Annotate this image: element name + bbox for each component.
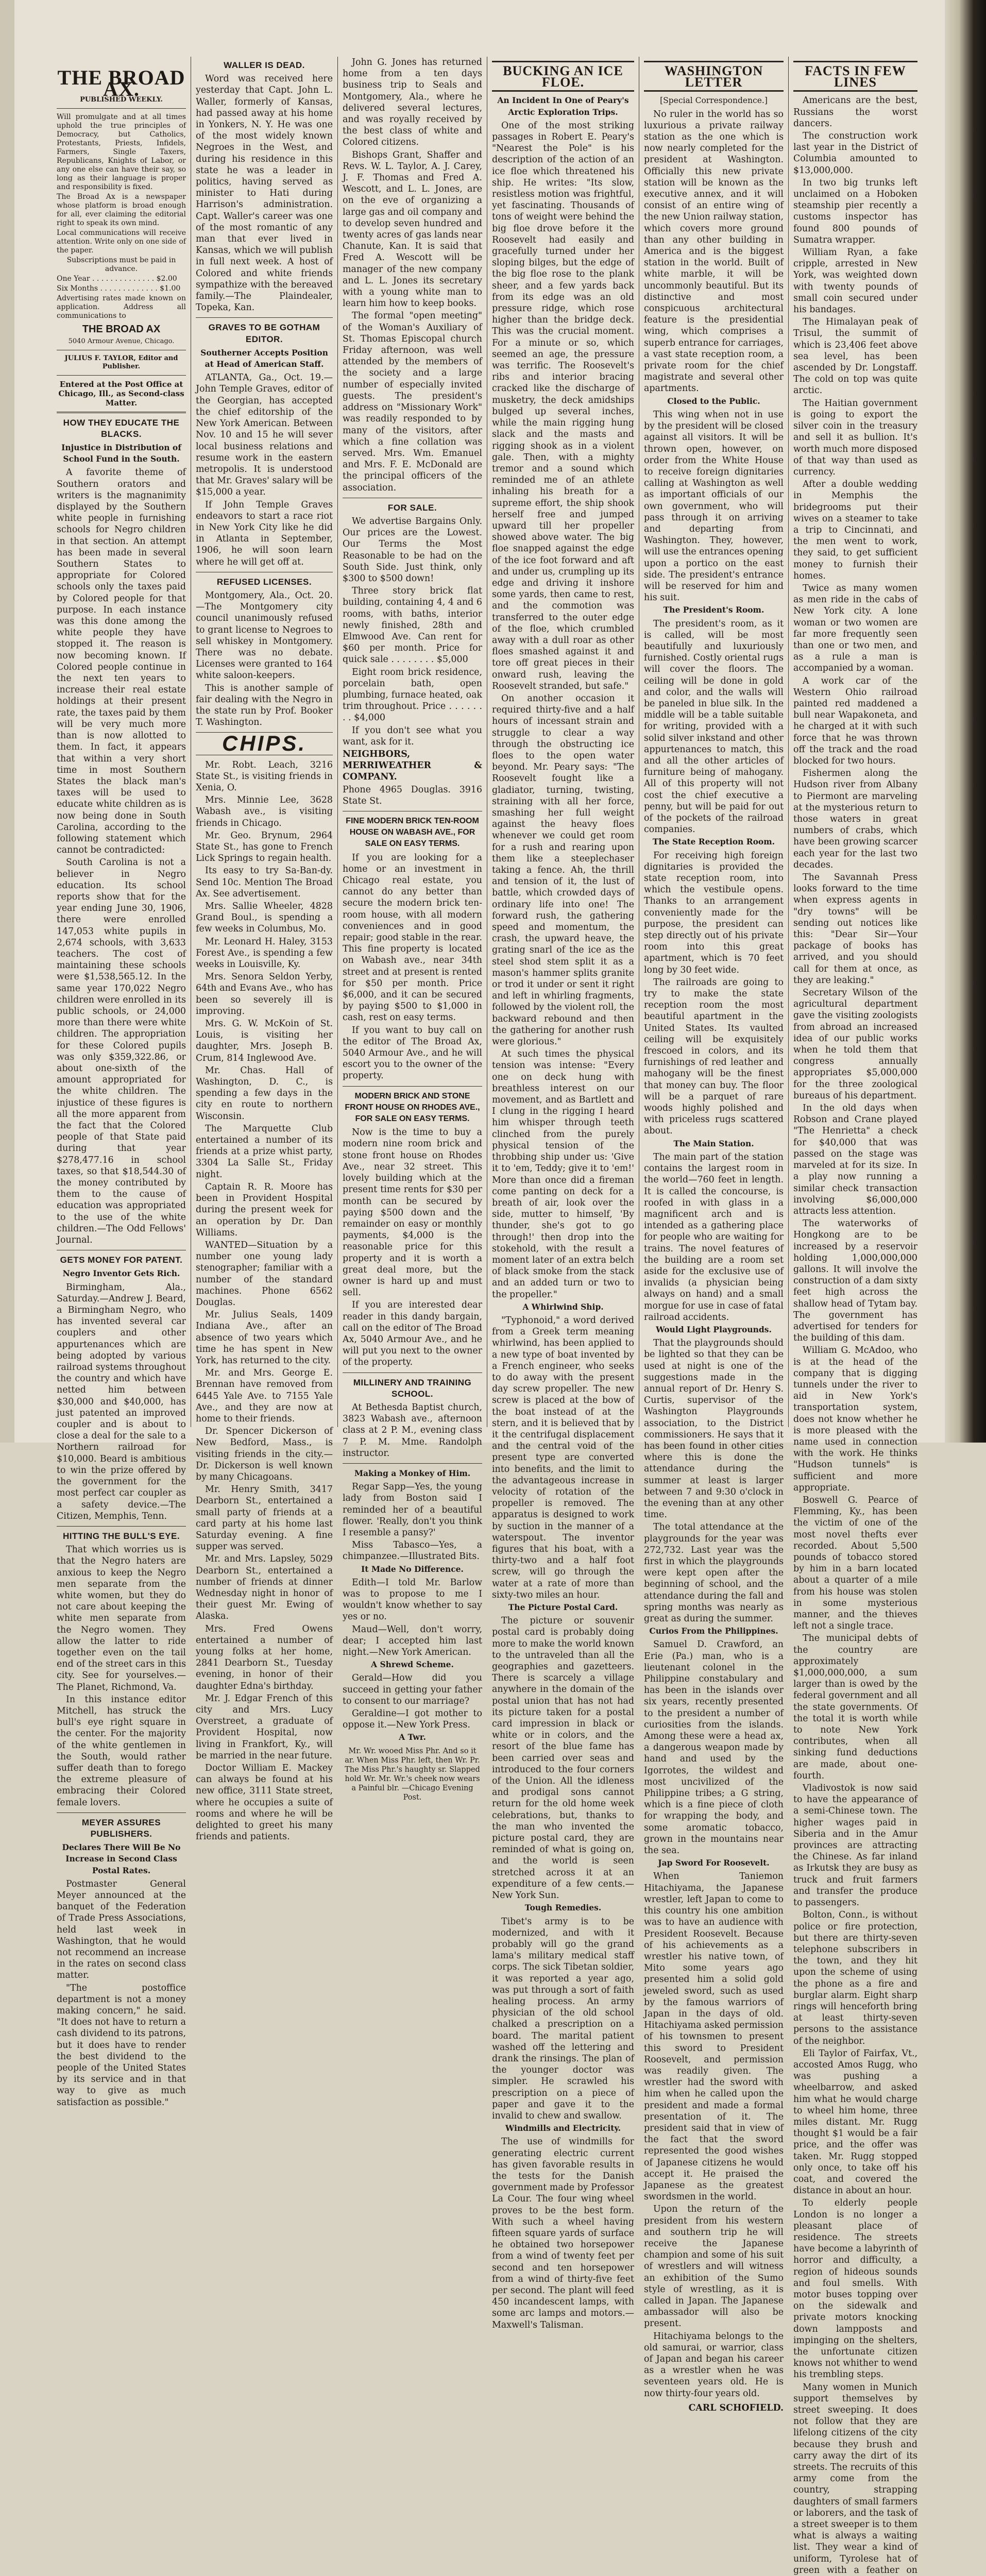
chip-item: Mr. Geo. Brynum, 2964 State St., has gone to French Lick Springs to regain health.: [196, 830, 333, 864]
ad-paragraph: Now is the time to buy a modern nine room brick and stone front house on Rhodes Ave., near 32 street. This lovely building which at the present time rents for $30 per month can be secured by paying $500 down and the remainder on easy or monthly payments, $4,000 is the reasonable price for this property and it is worth a great deal more, but the owner is hard up and must sell.: [343, 1127, 482, 1298]
joke-paragraph: Miss Tabasco—Yes, a chimpanzee.—Illustrated Bits.: [343, 1540, 482, 1562]
subhead-main-station: The Main Station.: [673, 1138, 754, 1148]
headline-bulls-eye: HITTING THE BULL'S EYE.: [62, 1531, 180, 1541]
article-paragraph: For receiving high foreign dignitaries is provided the state reception room, into which the vestibule opens. Thanks to an arrangement conveniently made for the purpose, the president can step directly out of his private room into this great apartment, which is 70 feet long by 30 feet wide.: [644, 850, 784, 975]
masthead-rate-year: One Year . . . . . . . . . . . . . . $2.00: [57, 275, 177, 283]
article-paragraph: On another occasion it required thirty-five and a half hours of incessant strain and struggle to clear a way through the obstructing ice floes to the open water beyond. Mr. Peary says: "The Roosevelt fought like a gladiator, turning, twisting, straining with all her force, smashing her full weight against the heavy floes whenever we could get room for a rush and rearing upon them like a steeplechaser taking a fence. Ah, the thrill and tension of it, the lust of battle, which crowded days of ordinary life into one! The forward rush, the gathering speed and momentum, the crash, the upward heave, the grating snarl of the ice as the steel shod stem split it as a mason's hammer splits granite or trod it under or sent it right and left in whirling fragments, followed by the violent roll, the backward rebound and then the gathering for another rush were glorious.": [492, 693, 634, 1047]
chip-item: Mr. Leonard H. Haley, 3153 Forest Ave., is spending a few weeks in Louisville, Ky.: [196, 936, 333, 970]
masthead-rate-six-months: Six Months . . . . . . . . . . . . . $1.00: [57, 284, 181, 293]
article-paragraph: "The postoffice department is not a money making concern," he said. "It does not have to return a cash dividend to its patrons, but it does have to render the best dividend to the people of the United States by its service and in that way to give as much satisfaction as possible.": [57, 1982, 186, 2108]
subhead-windmills: Windmills and Electricity.: [505, 2123, 621, 2133]
chip-item: Mrs. Fred Owens entertained a number of young folks at her home, 2841 Dearborn St., Tuesday evening, in honor of their daughter Edna's birthday.: [196, 1623, 333, 1691]
ad-paragraph: At Bethesda Baptist church, 3823 Wabash ave., afternoon class at 2 P. M., evening class 7 P. M. Mme. Randolph instructor.: [343, 1402, 482, 1459]
masthead-title: THE BROAD AX.: [57, 66, 185, 101]
fact-item: Twice as many women as men ride in the cabs of New York city. A lone woman or two women are far more frequently seen than one or two men, and as a rule a man is accompanied by a woman.: [793, 583, 917, 674]
fact-item: To elderly people London is no longer a pleasant place of residence. The streets have become a labyrinth of horror and difficulty, a region of hideous sounds and foul smells. With motor buses topping over on the sidewalk and private motors knocking down lampposts and impinging on the shelters, the unfortunate citizen knows not whither to wend his trembling steps.: [793, 2198, 917, 2380]
article-paragraph: The main part of the station contains the largest room in the world—760 feet in length. It is called the concourse, is roofed in with glass in a magnificent arch and is intended as a gathering place for people who are waiting for trains. The novel features of the building are a room set aside for the exclusive use of invalids (a physician being always on hand) and a small morgue for use in case of fatal railroad accidents.: [644, 1151, 784, 1323]
article-paragraph: "Typhonoid," a word derived from a Greek term meaning whirlwind, has been applied to a new type of boat invented by a French engineer, who seeks to do away with the present day screw propeller. The new screw is placed at the bow of the boat instead of at the stern, and it is believed that by it the centrifugal displacement and the central void of the present type are converted into benefits, and the limit to the advantageous increase in velocity of rotation of the propeller is removed. The apparatus is designed to work by suction in the manner of a waterspout. The inventor figures that his boat, with a thirty-two and a half foot screw, will go through the water at a rate of more than sixty-two miles an hour.: [492, 1315, 634, 1600]
article-paragraph: The picture or souvenir postal card is probably doing more to make the world known to the untraveled than all the geographies and gazetteers. There is scarcely a village anywhere in the domain of the postal union that has not had its picture taken for a postal card impression in black or white or in colors, and the resort of the blue fame has been carried over seas and introduced to the four corners of the Union. All the idleness and prodigal sons cannot return for the old home week celebrations, but, thanks to the man who invented the picture postal card, they are reminded of what is going on, and the world is seen stretched across it at an expenditure of a few cents.—New York Sun.: [492, 1616, 634, 1901]
ad-paragraph: If you want to buy call on the editor of The Broad Ax, 5040 Armour Ave., and he will escort you to the owner of the property.: [343, 1025, 482, 1081]
chip-item: Mr. Robt. Leach, 3216 State St., is visiting friends in Xenia, O.: [196, 759, 333, 793]
article-paragraph: Birmingham, Ala., Saturday.—Andrew J. Beard, a Birmingham Negro, who has invented several car couplers and other appurtenances which are being adopted by various railroad systems throughout the country and which have netted him between $30,000 and $40,000, has just patented an improved coupler and is about to close a deal for the sale to a Northern railroad for $10,000. Beard is ambitious to win the prize offered by the government for the most perfect car coupler as a safety device.—The Citizen, Memphis, Tenn.: [57, 1282, 186, 1521]
headline-educate-blacks: HOW THEY EDUCATE THE BLACKS.: [63, 417, 180, 439]
fact-item: Fishermen along the Hudson river from Albany to Piermont are marveling at the mysterious return to those waters in great numbers of crabs, which have been growing scarcer each year for the last two decades.: [793, 768, 917, 870]
poem-text: Mr. Wr. wooed Miss Phr. And so it ar. When Miss Phr. left, then Wr. Pr. The Miss Phr.'s haughty sr. Slapped hold Wr. Mr. Wr.'s cheek now wears a Painful blr. —Chicago Evening Post.: [345, 1747, 480, 1802]
joke-paragraph: Gerald—How did you succeed in getting your father to consent to our marriage?: [343, 1673, 482, 1706]
fact-item: A work car of the Western Ohio railroad painted red maddened a bull near Wapakoneta, and he charged at it with such force that he was thrown off the track and the road blocked for two hours.: [793, 675, 917, 766]
fact-item: Eli Taylor of Fairfax, Vt., accosted Amos Rugg, who was pushing a wheelbarrow, and asked him what he would charge to wheel him home, three miles distant. Mr. Rugg thought $1 would be a fair price, and the offer was taken. Mr. Rugg stopped only once, to take off his coat, and covered the distance in about an hour.: [793, 2048, 917, 2196]
subhead-special-correspondence: [Special Correspondence.]: [660, 96, 768, 106]
masthead-address: 5040 Armour Avenue, Chicago.: [68, 337, 175, 345]
chip-item: Mr. and Mrs. Lapsley, 5029 Dearborn St., entertained a number of friends at dinner Wednesday night in honor of their guest Mr. Ewing of Alaska.: [196, 1554, 333, 1622]
fact-item: After a double wedding in Memphis the bridegrooms put their wives on a steamer to take a trip to Cincinnati, and the men went to work, they said, to get sufficient money to furnish their homes.: [793, 479, 917, 581]
subhead-graves: Southerner Accepts Position at Head of American Staff.: [200, 347, 328, 369]
fact-item: The Savannah Press looks forward to the time when express agents in "dry towns" will be sending out notices like this: "Dear Sir—Your package of books has arrived, and you should call for them at once, as they are leaking.": [793, 872, 917, 986]
column-5: [639, 57, 788, 2413]
article-paragraph: That the playgrounds should be lighted so that they can be used at night is one of the suggestions made in the annual report of Dr. Henry S. Curtis, supervisor of the Washington Playgrounds association, to the District commissioners. He says that it has been found in other cities where this is done the attendance during the summer at least is larger between 7 and 9:30 o'clock in the evening than at any other time.: [644, 1338, 784, 1520]
ad-paragraph: Eight room brick residence, porcelain bath, open plumbing, furnace heated, oak trim throughout. Price . . . . . . . . $4,000: [343, 667, 482, 723]
column-2: [191, 57, 337, 1842]
article-paragraph: The use of windmills for generating electric current has given favorable results in the tests for the Danish government made by Professor La Cour. The four wing wheel proves to be the best form. With such a wheel having fifteen square yards of surface he obtained two horsepower from a wind of twenty feet per second and ten horsepower from a wind of thirty-five feet per second. The plant will feed 450 incandescent lamps, with some arc lamps and motors.—Maxwell's Talisman.: [492, 2137, 634, 2330]
chip-item: Mr. Henry Smith, 3417 Dearborn St., entertained a small party of friends at a card party at his home last Saturday evening. A fine supper was served.: [196, 1484, 333, 1552]
headline-meyer: MEYER ASSURES PUBLISHERS.: [81, 1817, 161, 1839]
subhead-postal-rates: Declares There Will Be No Increase in Second Class Postal Rates.: [62, 1842, 181, 1875]
joke-paragraph: Maud—Well, don't worry, dear; I accepted him last night.—New York American.: [343, 1624, 482, 1658]
subhead-school-fund: Injustice in Distribution of School Fund in the South.: [61, 443, 181, 464]
article-paragraph: Word was received here yesterday that Capt. John L. Waller, formerly of Kansas, had passed away at his home in Yonkers, N. Y. He was one of the most widely known Negroes in the West, and during his residence in this state he was a leader in politics, having served as minister to Hati during Harrison's administration. Capt. Waller's career was one of the most romantic of any man that ever lived in Kansas, which we will publish in full next week. A host of Colored and white friends sympathize with the bereaved family.—The Plaindealer, Topeka, Kan.: [196, 74, 333, 313]
page-right-shadow: [945, 0, 986, 1443]
article-paragraph: One of the most striking passages in Robert E. Peary's "Nearest the Pole" is his description of the action of an ice floe which threatened his ship. He writes: "Its slow, resistless motion was frightful, yet fascinating. Thousands of tons of weight were behind the big floe drove before it the Roosevelt had easily and gracefully turned under her sloping bilges, but the edge of the big floe rose to the plank sheer, and a few yards back from its edge was an old pressure ridge, which rose higher than the bridge deck. This was the crucial moment. For a minute or so, which seemed an age, the pressure was terrific. The Roosevelt's ribs and interior bracing cracked like the discharge of musketry, the deck amidships bulged up several inches, while the main rigging hung slack and the masts and rigging shook as in a violent gale. Then, with a mighty tremor and a sound which reminded me of an athlete inhaling his breath for a supreme effort, the ship shook herself free and jumped upward till her propeller showed above water. The big floe snapped against the edge of the ice foot forward and aft and under us, crumpling up its edge and driving it inshore some yards, then came to rest, and the commotion was transferred to the outer edge of the floe, which crumbled away with a dull roar as other floes smashed against it and tore off great pieces in their onward rush, leaving the Roosevelt stranded, but safe.": [492, 120, 634, 691]
column-grid: [57, 57, 943, 2575]
article-paragraph: This is another sample of fair dealing with the Negro in the state run by Prof. Booker T. Washington.: [196, 683, 333, 728]
article-paragraph: Montgomery, Ala., Oct. 20.—The Montgomery city council unanimously refused to grant license to Negroes to sell whiskey in Montgomery. There was no debate. Licenses were granted to 164 white saloon-keepers.: [196, 590, 333, 681]
divider: [343, 1086, 482, 1087]
divider: [57, 108, 186, 109]
divider: [57, 375, 186, 376]
article-paragraph: The president's room, as it is called, will be most beautifully and luxuriously furnished. Costly oriental rugs will cover the floors. The ceiling will be done in gold and color, and the walls will be paneled in blue silk. In the middle will be a table suitable for writing, provided with a solid silver inkstand and other appurtenances to match, this and all the other articles of furniture being of mahogany. All of this property will not cost the chief executive a penny, but will be paid for out of the pockets of the railroad companies.: [644, 618, 784, 835]
masthead-policy: Will promulgate and at all times uphold the true principles of Democracy, but Catholics, Protestants, Priests, Infidels, Farmers, Single Taxers, Republicans, Knights of Labor, or any one else can have their say, so long as their language is proper and responsibility is fixed.: [57, 113, 186, 192]
fact-item: In the old days when Robson and Crane played "The Henrietta" a check for $40,000 that was passed on the stage was marveled at for its size. In a play now running a similar check transaction involving $6,000,000 attracts less attention.: [793, 1103, 917, 1216]
chips-banner: CHIPS.: [222, 731, 307, 756]
article-paragraph: A favorite theme of Southern orators and writers is the magnanimity displayed by the Southern white people in furnishing schools for Negro children in that section. An attempt has been made in several Southern States to appropriate for Colored schools only the taxes paid by Colored people for that purpose. In each instance was this done among the white people they have stopped it. The reason is now becoming known. If Colored people continue in the next ten years to increase their real estate holdings at their present rate, the taxes paid by them will be very much more than is now allotted to them. In fact, it appears that within a very short time in most Southern States the black man's taxes will be used to educate white children as is now being done in South Carolina, according to the following statement which cannot be contradicted:: [57, 467, 186, 856]
headline-ice-floe: BUCKING AN ICE FLOE.: [492, 61, 634, 92]
article-paragraph: Postmaster General Meyer announced at the banquet of the Federation of Trade Press Associations, held last week in Washington, that he would not recommend an increase in the rates on second class matter.: [57, 1878, 186, 1981]
chip-item: WANTED—Situation by a number one young lady stenographer; familiar with a number of the standard machines. Phone 6562 Douglas.: [196, 1240, 333, 1308]
article-paragraph: John G. Jones has returned home from a ten days business trip to Seals and Montgomery, Ala., where he delivered several lectures, and was royally received by the best class of white and Colored citizens.: [343, 57, 482, 148]
chip-item: Mr. J. Edgar French of this city and Mrs. Lucy Overstreet, a graduate of Provident Hospital, now living in Frankfort, Ky., will be married in the near future.: [196, 1693, 333, 1761]
article-paragraph: That which worries us is that the Negro haters are anxious to keep the Negro men separate from the white women, but they do not care about keeping the white men separate from the Negro women. They allow the latter to ride together even on the tail end of the street cars in this city. See for yourselves.—The Planet, Richmond, Va.: [57, 1545, 186, 1692]
divider: [196, 317, 333, 318]
fact-item: Vladivostok is now said to have the appearance of a semi-Chinese town. The higher wages paid in Siberia and in the Amur provinces are attracting the Chinese. As far inland as Irkutsk they are busy as truck and fruit farmers and transfer the produce to passengers.: [793, 1783, 917, 1908]
chip-item: Its easy to try Sa-Ban-dy. Send 10c. Mention The Broad Ax. See advertisement.: [196, 866, 333, 899]
fact-item: Americans are the best, Russians the worst dancers.: [793, 95, 917, 129]
masthead-entered: Entered at the Post Office at Chicago, Ill., as Second-class Matter.: [58, 379, 184, 408]
fact-item: In two big trunks left unclaimed on a Hoboken steamship pier recently a customs inspector has found 800 pounds of Sumatra wrapper.: [793, 177, 917, 245]
chip-item: Mr. Julius Seals, 1409 Indiana Ave., after an absence of two years which time he has spent in New York, has returned to the city.: [196, 1310, 333, 1366]
column-1: [57, 57, 191, 2108]
chip-item: Mrs. Sallie Wheeler, 4828 Grand Boul., is spending a few weeks in Columbus, Mo.: [196, 901, 333, 935]
masthead-newspaper-note: The Broad Ax is a newspaper whose platform is broad enough for all, ever claiming the editorial right to speak its own mind.: [57, 193, 186, 228]
article-paragraph: At such times the physical tension was intense: "Every one on deck hung with breathless interest on our movement, and as Bartlett and I clung in the rigging I heard him whisper through teeth clinched from the purely physical tension of the throbbing ship under us: 'Give it to 'em, Teddy; give it to 'em!' More than once did a fireman come panting on deck for a breath of air, look over the side, mutter to himself, 'By thunder, she's got to go through!' then drop into the stokehold, with the result a moment later of an extra belch of black smoke from the stack and an added turn or two to the propeller.": [492, 1049, 634, 1300]
fact-item: Boswell G. Pearce of Flemming, Ky., has been the victim of one of the most novel thefts ever recorded. About 5,500 pounds of tobacco stored by him in a barn located about a quarter of a mile from his house was stolen in some mysterious manner, and the thieves left not a single trace.: [793, 1495, 917, 1632]
divider: [343, 1463, 482, 1464]
fact-item: Many women in Munich support themselves by street sweeping. It does not follow that they are lifelong citizens of the city because they brush and carry away the dirt of its streets. The recruits of this army come from the country, strapping daughters of small farmers or laborers, and the task of a street sweeper is to them what is always a waiting list. They wear a kind of uniform, Tyrolese hat of green with a feather on: [793, 2382, 917, 2575]
ad-paragraph: If you are interested dear reader in this dandy bargain, call on the editor of The Broad Ax, 5040 Armour Ave., and he will put you next to the owner of the property.: [343, 1300, 482, 1368]
article-paragraph: Hitachiyama belongs to the old samurai, or warrior, class of Japan and began his career as a wrestler when he was seventeen years old. He is now thirty-four years old.: [644, 2331, 784, 2399]
byline-signature: CARL SCHOFIELD.: [688, 2402, 784, 2413]
subhead-no-difference: It Made No Difference.: [361, 1564, 464, 1574]
headline-rhodes-house: MODERN BRICK AND STONE FRONT HOUSE ON RHODES AVE., FOR SALE ON EASY TERMS.: [345, 1091, 480, 1124]
subhead-playgrounds: Would Light Playgrounds.: [656, 1324, 772, 1334]
poem-title: A Twr.: [399, 1732, 426, 1742]
headline-facts: FACTS IN FEW LINES: [793, 61, 917, 92]
headline-wabash-house: FINE MODERN BRICK TEN-ROOM HOUSE ON WABASH AVE., FOR SALE ON EASY TERMS.: [346, 817, 479, 849]
divider: [57, 1526, 186, 1527]
masthead-subscriptions: Subscriptions must be paid in advance.: [66, 256, 176, 274]
ad-phone: Phone 4965 Douglas. 3916 State St.: [343, 784, 482, 806]
subhead-whirlwind-ship: A Whirlwind Ship.: [522, 1301, 604, 1312]
subhead-closed: Closed to the Public.: [667, 396, 760, 406]
fact-item: Bolton, Conn., is without police or fire protection, but there are thirty-seven telephone subscribers in the town, and they hit upon the scheme of using the phone as a fire and burglar alarm. Eight sharp rings will henceforth bring at least thirty-seven persons to the assistance of the neighbor.: [793, 1910, 917, 2046]
article-paragraph: No ruler in the world has so luxurious a private railway station as the one which is now nearly completed for the president at Washington. Officially this new private station will be known as the executive annex, and it will consist of an entire wing of the new Union railway station, which covers more ground than any other building in America and is the biggest station in the world. Built of white marble, it will be uncommonly beautiful. But its distinctive and most conspicuous architectural feature is the presidential wing, which comprises a superb entrance for carriages, a vast state reception room, a private room for the chief magistrate and several other apartments.: [644, 109, 784, 394]
headline-licenses: REFUSED LICENSES.: [216, 577, 312, 587]
divider: [57, 1812, 186, 1813]
chip-item: Mr. Chas. Hall of Washington, D. C., is spending a few days in the city en route to northern Wisconsin.: [196, 1065, 333, 1122]
subhead-reception-room: The State Reception Room.: [652, 837, 775, 847]
headline-washington-letter: WASHINGTON LETTER: [644, 61, 784, 92]
column-6: [788, 57, 922, 2575]
subhead-jap-sword: Jap Sword For Roosevelt.: [658, 1858, 770, 1868]
subhead-presidents-room: The President's Room.: [663, 605, 764, 615]
fact-item: William Ryan, a fake cripple, arrested in New York, was weighted down with twenty pounds of small coin secured under his bandages.: [793, 247, 917, 315]
fact-item: Secretary Wilson of the agricultural department gave the visiting zoologists from abroad an increased idea of our public works when he told them that congress annually appropriates $5,000,000 for the three zoological bureaus of his department.: [793, 988, 917, 1101]
column-4: [487, 57, 639, 2330]
subhead-inventor: Negro Inventor Gets Rich.: [62, 1268, 180, 1279]
fact-item: William G. McAdoo, who is at the head of the company that is digging tunnels under the river to aid in New York's transportation system, does not know whether he is more pleased with the name used in connection with the work. He thinks "Hudson tunnels" is sufficient and more appropriate.: [793, 1345, 917, 1493]
ad-paragraph: We advertise Bargains Only. Our prices are the Lowest. Our Terms the Most Reasonable to be had on the South Side. Just think, only $300 to $500 down!: [343, 516, 482, 584]
fact-item: The municipal debts of the country are approximately $1,000,000,000, a sum larger than is owed by the federal government and all the state governments. Of the total it is worth while to note New York contributes, when all sinking fund deductions are made, about one-fourth.: [793, 1633, 917, 1781]
article-paragraph: Upon the return of the president from his western and southern trip he will receive the Japanese champion and some of his suit of wrestlers and will witness an exhibition of the Sumo style of wrestling, as it is called in Japan. The Japanese ambassador will also be present.: [644, 2204, 784, 2329]
article-paragraph: The total attendance at the playgrounds for the year was 272,732. Last year was the first in which the playgrounds were kept open after the beginning of school, and the attendance during the fall and spring months was nearly as great as during the summer.: [644, 1522, 784, 1624]
headline-graves: GRAVES TO BE GOTHAM EDITOR.: [208, 323, 320, 344]
article-paragraph: Samuel D. Crawford, an Erie (Pa.) man, who is a lieutenant colonel in the Philippine constabulary and has been in the islands over six years, recently presented to the president a number of curiosities from the islands. Among these were a head ax, a dangerous weapon made by hand and used by the Igorrotes, the wildest and most uncivilized of the Philippine tribes; a G string, which is a fine piece of cloth for wrapping the body, and some aromatic tobacco, grown in the mountains near the sea.: [644, 1639, 784, 1856]
article-paragraph: ATLANTA, Ga., Oct. 19.—John Temple Graves, editor of the Georgian, has accepted the chief editorship of the New York American. Between Nov. 10 and 15 he will sever local business relations and resume work in the eastern metropolis. It is understood that Mr. Graves' salary will be $15,000 a year.: [196, 372, 333, 498]
masthead-address-name: THE BROAD AX: [82, 324, 161, 335]
chip-item: Doctor William E. Mackey can always be found at his new office, 3111 State street, where he occupies a suite of rooms and where he will be delighted to greet his many friends and patients.: [196, 1763, 333, 1842]
subhead-peary: An Incident In One of Peary's Arctic Exploration Trips.: [497, 95, 629, 117]
chip-item: Mrs. G. W. McKoin of St. Louis, is visiting her daughter, Mrs. Joseph B. Crum, 814 Inglewood Ave.: [196, 1019, 333, 1063]
chip-item: Captain R. R. Moore has been in Provident Hospital during the present week for an operation by Dr. Dan Williams.: [196, 1181, 333, 1238]
masthead-editor: JULIUS F. TAYLOR, Editor and Publisher.: [64, 354, 178, 370]
article-paragraph: In this instance editor Mitchell, has struck the bull's eye right square in the center. For the majority of the white gentlemen in the South, would rather suffer death than to forego the extreme pleasure of embracing their Colored female lovers.: [57, 1694, 186, 1808]
fact-item: The waterworks of Hongkong are to be increased by a reservoir holding 1,000,000,000 gallons. It will involve the construction of a dam sixty feet high across the shallow head of Tytam bay. The government has advertised for tenders for the building of this dam.: [793, 1218, 917, 1344]
divider: [343, 1372, 482, 1373]
article-paragraph: The railroads are going to try to make the state reception room the most beautiful apartment in the United States. Its vaulted ceiling will be exquisitely frescoed in colors, and its furnishings of red leather and mahogany will be the finest that money can buy. The floor will be a parquet of rare woods highly polished and with priceless rugs scattered about.: [644, 977, 784, 1137]
headline-millinery: MILLINERY AND TRAINING SCHOOL.: [353, 1377, 472, 1399]
newspaper-sheet: [57, 57, 943, 2575]
fact-item: The Himalayan peak of Trisul, the summit of which is 23,406 feet above sea level, has been ascended by Dr. Longstaff. The cold on top was quite arctic.: [793, 317, 917, 396]
chip-item: Mrs. Minnie Lee, 3628 Wabash ave., is visiting friends in Chicago.: [196, 795, 333, 828]
joke-paragraph: Regar Sapp—Yes, the young lady from Boston said I reminded her of a beautiful flower. 'Really, don't you think I resemble a pansy?': [343, 1482, 482, 1538]
article-paragraph: South Carolina is not a believer in Negro education. Its school reports show that for the year ending June 30, 1906, there were enrolled 147,053 white pupils in 2,674 schools, with 3,633 teachers. The cost of maintaining these schools were $1,538,565.12. In the same year 170,022 Negro children were enrolled in its public schools, or 24,000 more than there were white children. The appropriation for these Colored pupils was only $359,322.86, or about one-sixth of the amount appropriated for the white children. The injustice of these figures is all the more apparent from the fact that the Colored people of that State paid during that year $278,477.16 in school taxes, so that $18,544.30 of the money contributed by them to the cause of education was appropriated to the use of the white children.—The Odd Fellows' Journal.: [57, 857, 186, 1246]
masthead-communications: Local communications will receive attention. Write only on one side of the paper.: [57, 229, 186, 255]
headline-for-sale: FOR SALE.: [387, 502, 437, 513]
article-paragraph: If John Temple Graves endeavors to start a race riot in New York City like he did in Atlanta in September, 1906, he will soon learn where he will get off at.: [196, 499, 333, 567]
subhead-tough-remedies: Tough Remedies.: [524, 1903, 602, 1913]
masthead-published: PUBLISHED WEEKLY.: [80, 96, 163, 104]
joke-paragraph: Edith—I told Mr. Barlow was to propose to me I wouldn't know whether to say yes or no.: [343, 1577, 482, 1622]
chip-item: The Marquette Club entertained a number of its friends at a prize whist party, 3304 La Salle St., Friday night.: [196, 1123, 333, 1180]
joke-paragraph: Geraldine—I got mother to oppose it.—New York Press.: [343, 1708, 482, 1731]
chip-item: Mrs. Senora Seldon Yerby, 64th and Evans Ave., who has been so severely ill is improving.: [196, 972, 333, 1016]
column-3: [337, 57, 487, 1802]
fact-item: The Haitian government is going to export the silver coin in the treasury and sell it as bullion. It's worth much more disposed of that way than used as currency.: [793, 398, 917, 477]
divider: [57, 412, 186, 413]
subhead-curios: Curios From the Philippines.: [649, 1626, 778, 1636]
chip-item: Mr. and Mrs. George E. Brennan have removed from 6445 Yale Ave. to 7155 Yale Ave., and they are now at home to their friends.: [196, 1368, 333, 1424]
fact-item: The construction work last year in the District of Columbia amounted to $13,000,000.: [793, 131, 917, 176]
ad-company: NEIGHBORS, MERRIWEATHER & COMPANY.: [343, 749, 482, 783]
article-paragraph: When Taniemon Hitachiyama, the Japanese wrestler, left Japan to come to this country his one ambition was to have an audience with President Roosevelt. Because of his achievements as a wrestler his native town, of Mito some years ago presented him a solid gold jeweled sword, such as used by the famous warriors of Japan in the days of old. Hitachiyama asked permission of his townsmen to present this sword to President Roosevelt, and permission was readily given. The wrestler had the sword with him when he called upon the president and made a formal presentation of it. The president said that in view of the fact that the sword represented the good wishes of Japanese citizens he would accept it. He praised the Japanese as the greatest swordsmen in the world.: [644, 1871, 784, 2202]
subhead-shrewd-scheme: A Shrewd Scheme.: [371, 1659, 454, 1670]
subhead-postal-card: The Picture Postal Card.: [508, 1602, 618, 1613]
article-paragraph: Tibet's army is to be modernized, and with it probably will go the grand lama's military medical staff corps. The sick Tibetan soldier, it was reported a year ago, was put through a sort of faith healing process. An army physician of the old school chalked a prescription on a board. The marital patient washed off the lettering and drank the rinsings. The plan of the younger doctor was simpler. He scrawled his prescription on a piece of paper and gave it to the invalid to chew and swallow.: [492, 1916, 634, 2121]
ad-paragraph: If you are looking for a home or an investment in Chicago real estate, you cannot do any better than secure the modern brick ten-room house, with all modern conveniences and in good repair; good stable in the rear. This fine property is located on Wabash ave., near 34th street and at present is rented for $50 per month. Price $6,000, and it can be secured by paying $500 to $1,000 in cash, rest on easy terms.: [343, 852, 482, 1023]
headline-waller: WALLER IS DEAD.: [224, 60, 305, 70]
article-paragraph: This wing when not in use by the president will be closed against all visitors. It will be thrown open, however, on order from the White House to receive foreign dignitaries calling at Washington as well as important officials of our own government, who will pass through it on arriving and departing from Washington. They, however, will use the entrances opening upon a portico on the east side. The president's entrance will be reserved for him and his suit.: [644, 409, 784, 603]
ad-paragraph: Three story brick flat building, containing 4, 4 and 6 rooms, with baths, interior newly finished, 28th and Elmwood Ave. Can rent for $60 per month. Price for quick sale . . . . . . . . $5,000: [343, 586, 482, 665]
article-paragraph: The formal "open meeting" of the Woman's Auxiliary of St. Thomas Episcopal church Friday afternoon, was well attended by the members of the society and a large number of especially invited guests. The president's address on "Missionary Work" was readily responded to by many of the visitors, after which a fine collation was served. Mrs. Wm. Emanuel and Mrs. F. E. McDonald are the principal officers of the association.: [343, 311, 482, 493]
page-left-margin: [0, 0, 14, 1443]
chip-item: Dr. Spencer Dickerson of New Bedford, Mass., is visiting friends in the city.—Dr. Dickerson is well known by many Chicagoans.: [196, 1426, 333, 1482]
article-paragraph: Bishops Grant, Shaffer and Revs. W. L. Taylor, A. J. Carey, J. F. Thomas and Fred A. Wescott, and L. L. Jones, are on the eve of organizing a large gas and oil company and to develop seven hundred and twenty acres of gas lands near Chanute, Kan. It is said that Fred A. Wescott will be manager of the new company and L. L. Jones its secretary with a young white man to learn him how to keep books.: [343, 149, 482, 309]
subhead-monkey: Making a Monkey of Him.: [354, 1468, 471, 1478]
headline-patent: GETS MONEY FOR PATENT.: [60, 1255, 183, 1265]
masthead-advertising: Advertising rates made known on application. Address all communications to: [57, 294, 186, 320]
ad-paragraph: If you don't see what you want, ask for it.: [343, 725, 482, 747]
